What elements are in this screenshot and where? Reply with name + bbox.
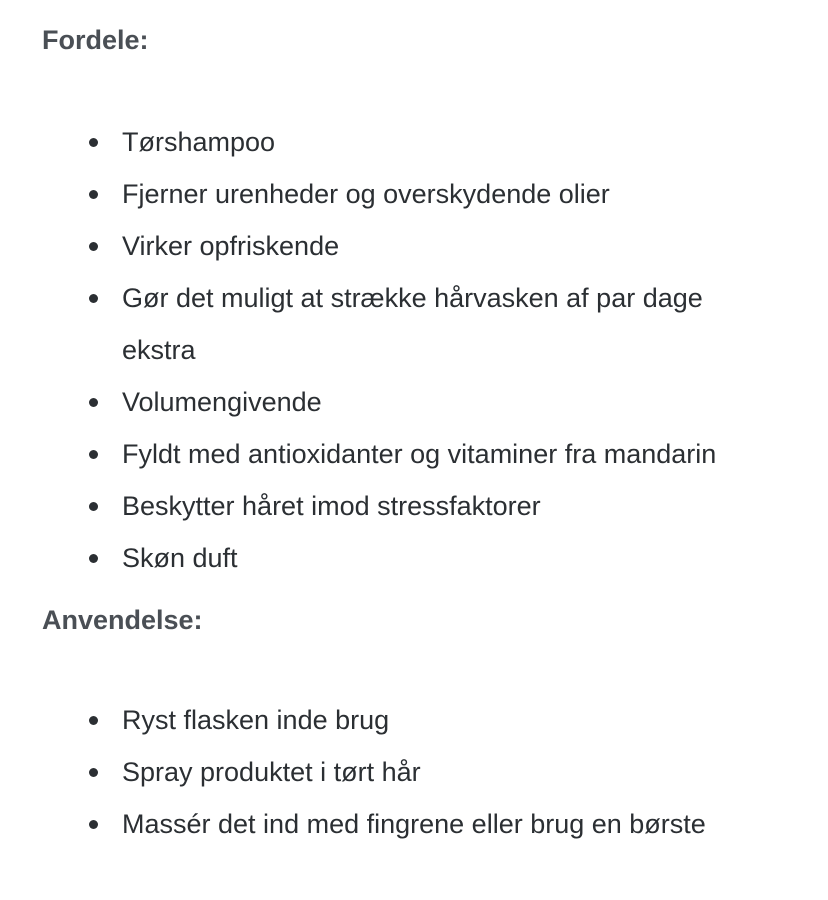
list-item: Massér det ind med fingrene eller brug en børste: [122, 798, 786, 850]
list-item: Fjerner urenheder og overskydende olier: [122, 168, 786, 220]
list-item: Spray produktet i tørt hår: [122, 746, 786, 798]
list-item: Skøn duft: [122, 532, 786, 584]
list-item: Volumengivende: [122, 376, 786, 428]
list-item: Fyldt med antioxidanter og vitaminer fra mandarin: [122, 428, 786, 480]
list-item: Tørshampoo: [122, 116, 786, 168]
benefits-list: [42, 116, 786, 584]
section-title-anvendelse: Anvendelse:: [42, 605, 203, 635]
usage-list: [42, 694, 786, 850]
list-item: Ryst flasken inde brug: [122, 694, 786, 746]
list-item: Beskytter håret imod stressfaktorer: [122, 480, 786, 532]
section-title-fordele: Fordele:: [42, 25, 149, 55]
list-item: Virker opfriskende: [122, 220, 786, 272]
list-item: Gør det muligt at strække hårvasken af par dage ekstra: [122, 272, 786, 376]
